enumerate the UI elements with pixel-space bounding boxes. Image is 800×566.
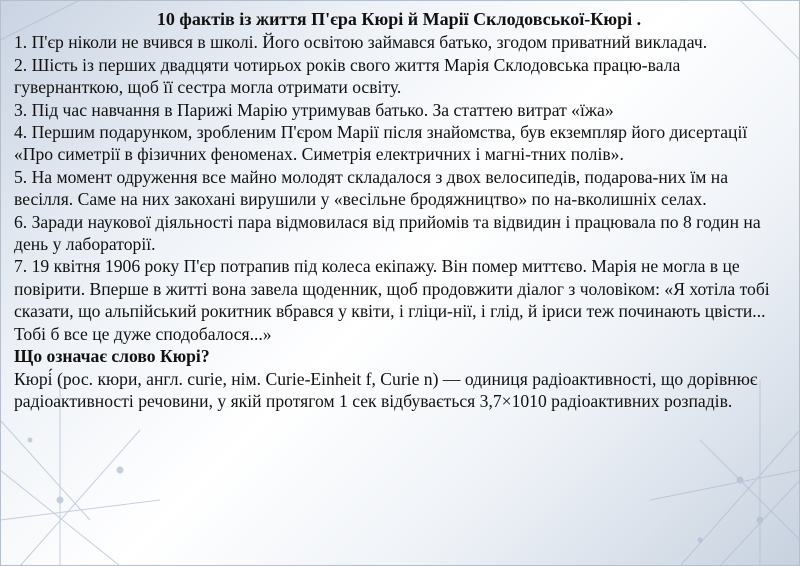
fact-item: 7. 19 квітня 1906 року П'єр потрапив під колеса екіпажу. Він помер миттєво. Марія не могла в це повірити. Вперше в житті вона завела щоденник, щоб продовжити діалог з чоловіком: «Я хотіла тобі сказати, що альпійський рокитник вбрався у квіти, і гліци-нії, і глід, й іриси теж починають цвісти... Тобі б все це дуже сподобалося...»	[14, 256, 770, 344]
fact-item: 5. На момент одруження все майно молодят складалося з двох велосипедів, подарова-них їм на весілля. Саме на них закохані вирушили у «весільне бродяжництво» по на-вколишніх селах.	[14, 166, 729, 210]
fact-item: 1. П'єр ніколи не вчився в школі. Його освітою займався батько, згодом приватний викладач.	[14, 32, 708, 53]
fact-item: 4. Першим подарунком, зробленим П'єром Марії після знайомства, був екземпляр його дисертації «Про симетрії в фізичних феноменах. Симетрія електричних і магні-тних полів».	[14, 122, 748, 165]
fact-item: 6. Заради наукової діяльності пара відмовилася від прийомів та відвидин і працювала по 8 годин на день у лабораторії.	[14, 211, 761, 255]
definition-text: Кюрі́ (рос. кюри, англ. curie, нім. Curie-Einheit f, Curie n) — одиниця радіоактивності, що дорівнює радіоактивності речовини, у якій протягом 1 сек відбувається 3,7×1010 радіоактивних розпадів.	[14, 368, 758, 411]
page-title: 10 фактів із життя П'єра Кюрі й Марії Склодовської-Кюрі .	[156, 9, 642, 29]
fact-item: 2. Шість із перших двадцяти чотирьох років свого життя Марія Склодовська працю-вала гувернанткою, щоб її сестра могла отримати освіту.	[14, 54, 681, 98]
fact-item: 3. Під час навчання в Парижі Марію утримував батько. За статтею витрат «їжа»	[14, 99, 614, 120]
section-heading: Що означає слово Кюрі?	[14, 346, 210, 367]
